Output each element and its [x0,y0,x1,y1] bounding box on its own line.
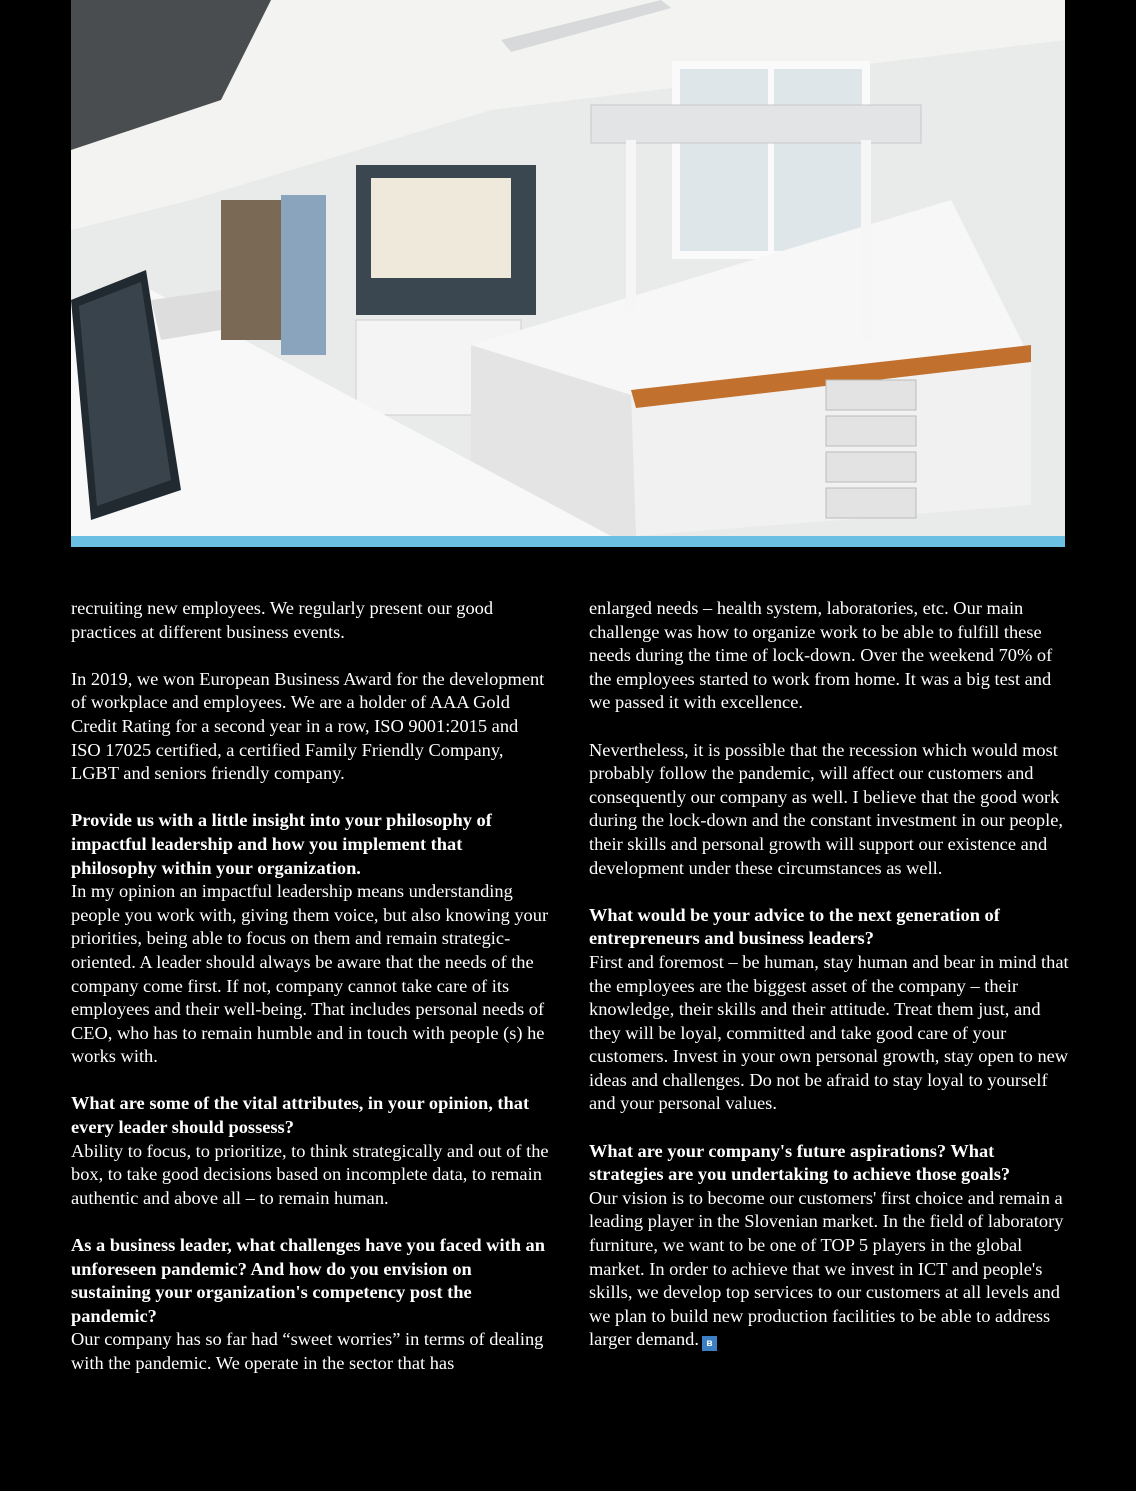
paragraph: Nevertheless, it is possible that the recession which would most probably follow the pandemic, will affect our customers and consequently our company as well. I believe that the good work during the lock-down and the constant investment in our people, their skills and personal growth will support our existence and development under these circumstances as well. [589,739,1063,878]
paragraph: recruiting new employees. We regularly present our good practices at different business events. [71,598,494,642]
accent-bar [71,536,1065,547]
question-heading: Provide us with a little insight into your philosophy of impactful leadership and how you implement that philosophy within your organization. [71,810,492,878]
question-heading: What are some of the vital attributes, in your opinion, that every leader should possess? [71,1093,530,1138]
question-heading: As a business leader, what challenges have you faced with an unforeseen pandemic? And how do you envision on sustaining your organization's competency post the pandemic? [71,1235,545,1326]
answer-paragraph: Ability to focus, to prioritize, to think strategically and out of the box, to take good decisions based on incomplete data, to remain authentic and above all – to remain human. [71,1140,549,1208]
question-heading: What are your company's future aspirations? What strategies are you undertaking to achieve those goals? [589,1140,1011,1185]
paragraph: In 2019, we won European Business Award for the development of workplace and employees. We are a holder of AAA Gold Credit Rating for a second year in a row, ISO 9001:2015 and ISO 17025 certified, a certified Family Friendly Company, LGBT and seniors friendly company. [71,668,545,784]
paragraph: enlarged needs – health system, laboratories, etc. Our main challenge was how to organize work to be able to fulfill these needs during the time of lock-down. Over the weekend 70% of the employees started to work from home. It was a big test and we passed it with excellence. [589,598,1053,713]
answer-paragraph: Our company has so far had “sweet worries” in terms of dealing with the pandemic. We operate in the sector that has [71,1329,544,1373]
laboratory-photo [71,0,1065,536]
question-heading: What would be your advice to the next generation of entrepreneurs and business leaders? [589,904,1000,949]
answer-paragraph: First and foremost – be human, stay human and bear in mind that the employees are the biggest asset of the company – their knowledge, their skills and their attitude. Treat them just, and they will be loyal, committed and take good care of your customers. Invest in your own personal growth, stay open to new ideas and challenges. Do not be afraid to stay loyal to yourself and your personal values. [589,951,1069,1114]
left-column [71,597,551,1376]
answer-paragraph [589,1187,1069,1352]
final-answer-text: Our vision is to become our customers' first choice and remain a leading player in the Slovenian market. In the field of laboratory furniture, we want to be one of TOP 5 players in the global market. In order to achieve that we invest in ICT and people's skills, we develop top services to our customers at all levels and we plan to build new production facilities to be able to address larger demand. [589,1187,1064,1350]
end-of-article-icon: ʙ [702,1336,717,1351]
right-column [589,597,1069,1352]
answer-paragraph: In my opinion an impactful leadership means understanding people you work with, giving them voice, but also knowing your priorities, being able to focus on them and remain strategic-oriented. A leader should always be aware that the needs of the company come first. If not, company cannot take care of its employees and their well-being. That includes personal needs of CEO, who has to remain humble and in touch with people (s) he works with. [71,881,549,1067]
